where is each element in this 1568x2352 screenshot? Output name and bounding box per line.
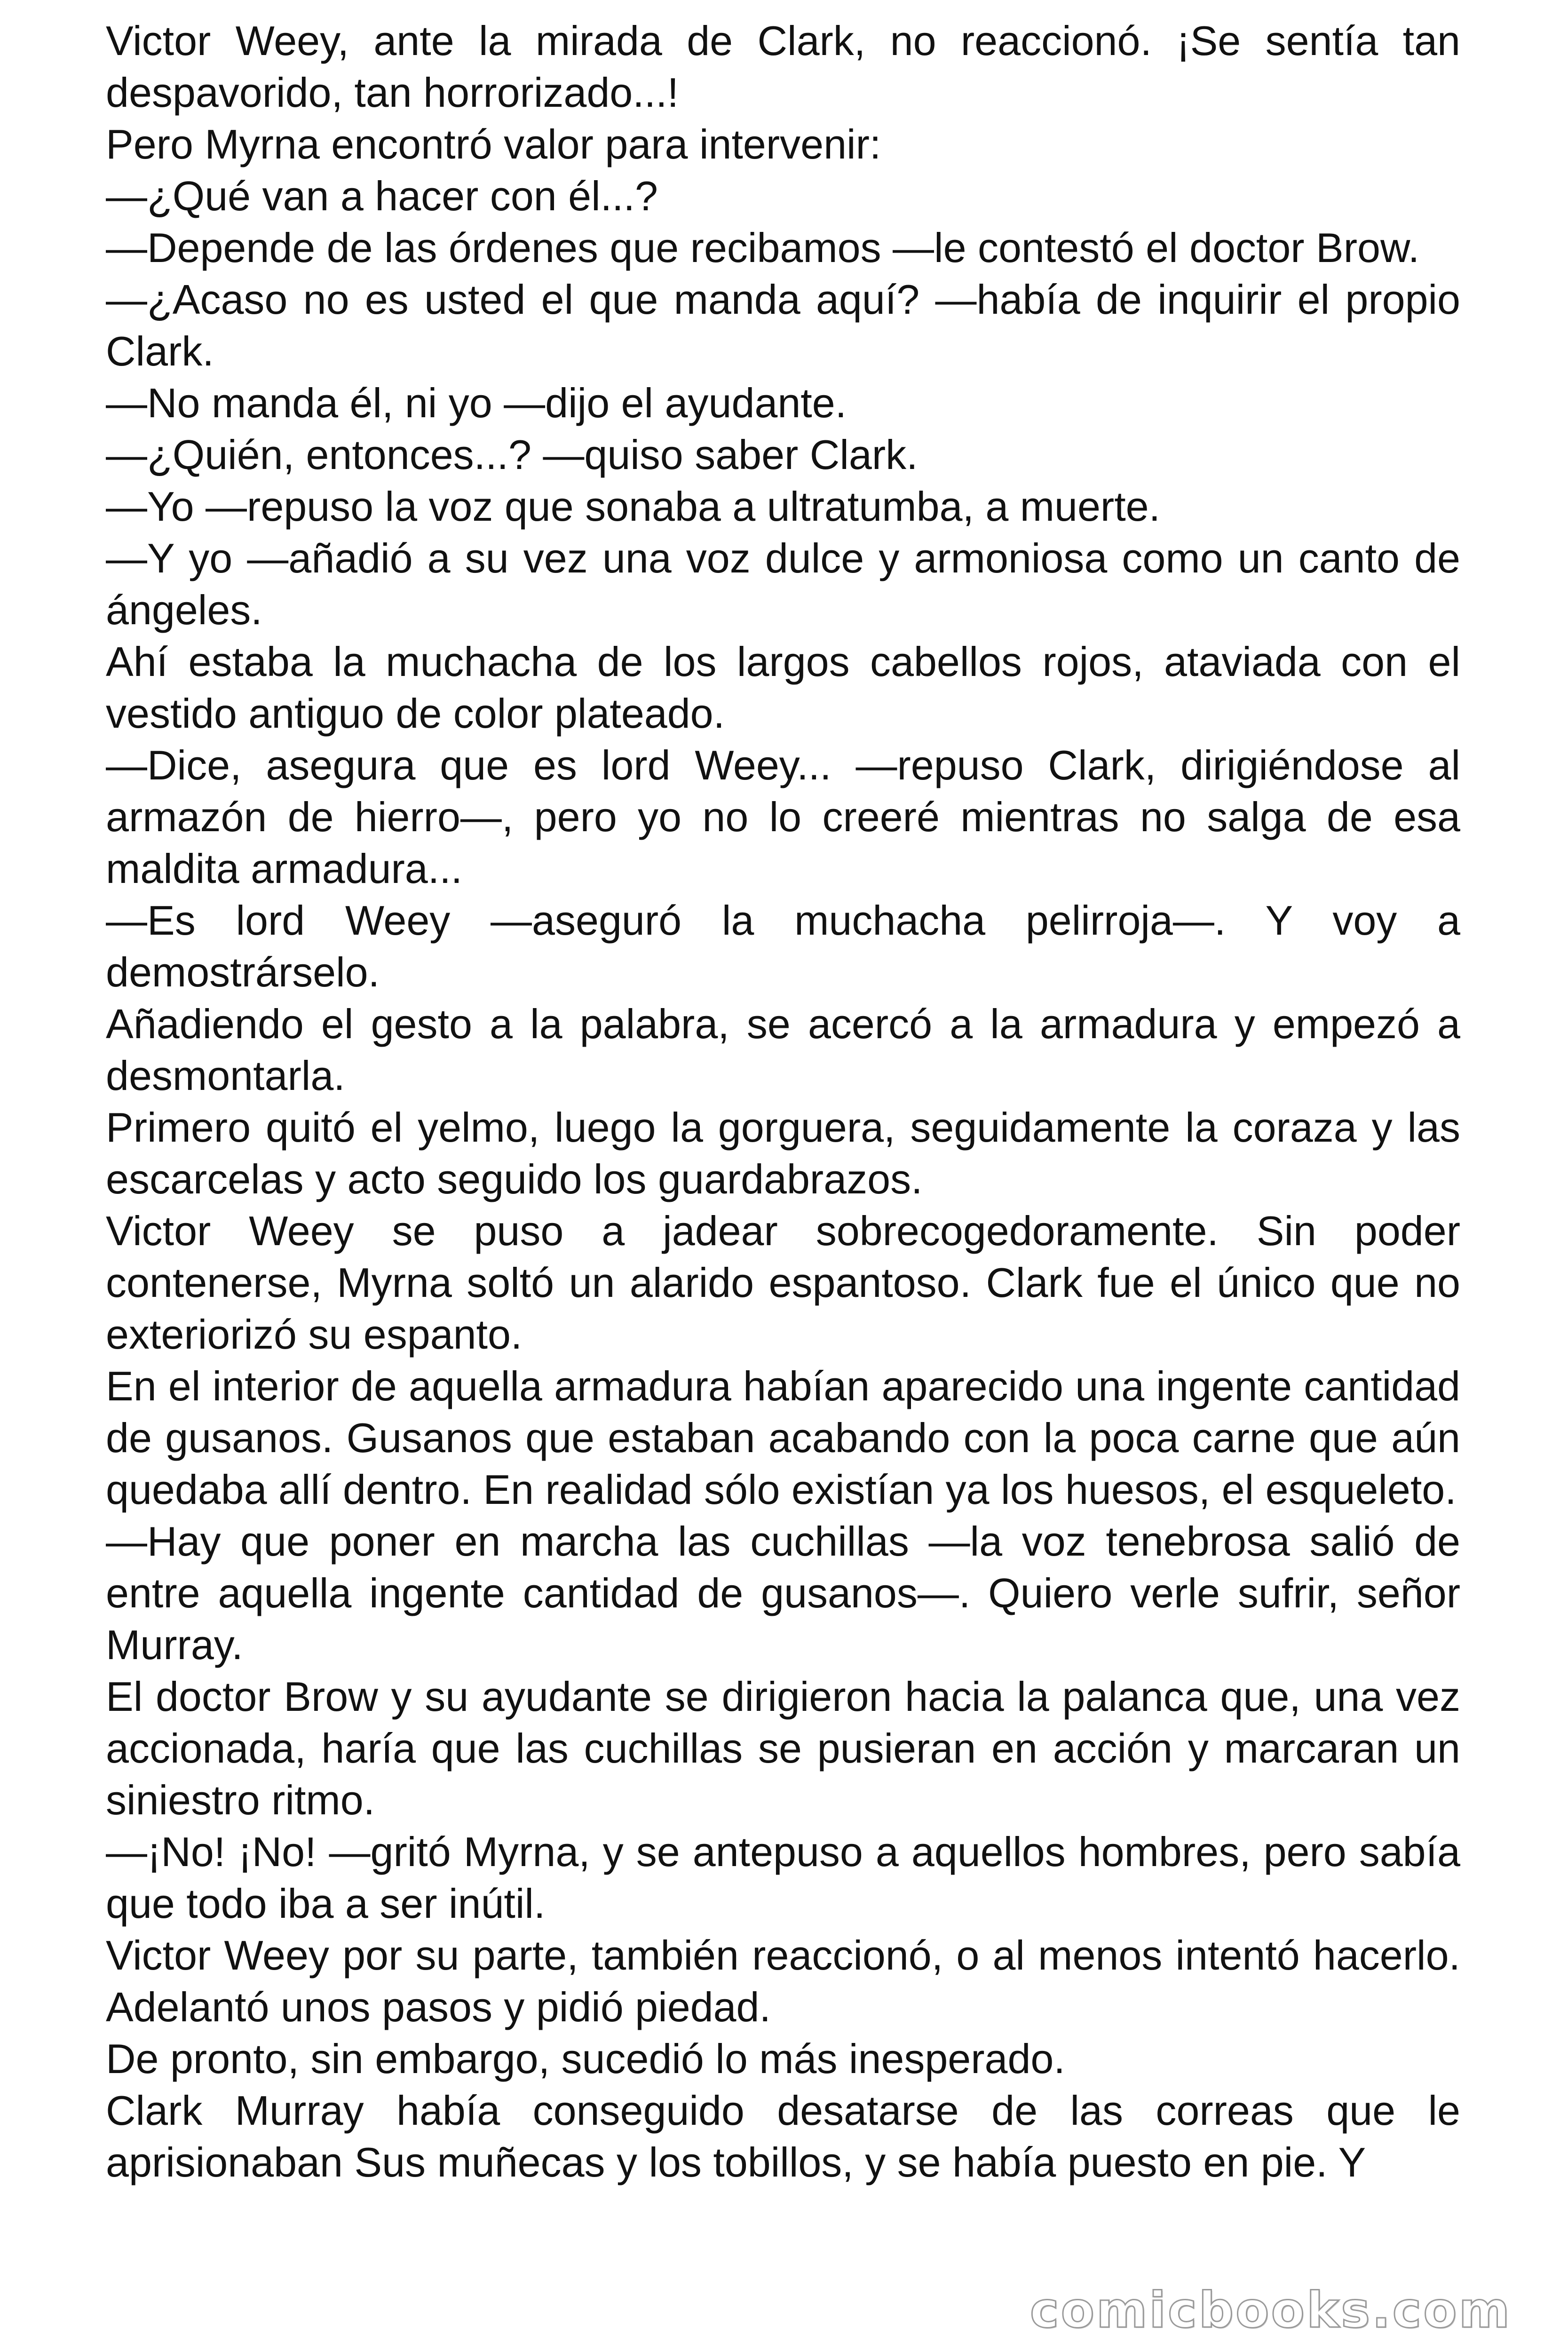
paragraph: Pero Myrna encontró valor para intervenir: xyxy=(106,121,881,167)
paragraph: —¿Quién, entonces...? —quiso saber Clark. xyxy=(106,431,918,478)
paragraph: —No manda él, ni yo —dijo el ayudante. xyxy=(106,380,847,426)
paragraph: —¡No! ¡No! —gritó Myrna, y se antepuso a aquellos hombres, pero sabía que todo iba a ser inútil. xyxy=(106,1828,1460,1927)
paragraph: Ahí estaba la muchacha de los largos cabellos rojos, ataviada con el vestido antiguo de color plateado. xyxy=(106,638,1460,737)
paragraph: Clark Murray había conseguido desatarse de las correas que le aprisionaban Sus muñecas y los tobillos, y se había puesto en pie. Y xyxy=(106,2087,1460,2185)
paragraph: De pronto, sin embargo, sucedió lo más inesperado. xyxy=(106,2035,1065,2082)
paragraph: Victor Weey, ante la mirada de Clark, no reaccionó. ¡Se sentía tan despavorido, tan horrorizado...! xyxy=(106,17,1460,116)
paragraph: Victor Weey por su parte, también reaccionó, o al menos intentó hacerlo. Adelantó unos pasos y pidió piedad. xyxy=(106,1932,1460,2030)
paragraph: —Dice, asegura que es lord Weey... —repuso Clark, dirigiéndose al armazón de hierro—, pero yo no lo creeré mientras no salga de esa maldita armadura... xyxy=(106,742,1460,892)
paragraph: —¿Qué van a hacer con él...? xyxy=(106,173,658,219)
paragraph: Añadiendo el gesto a la palabra, se acercó a la armadura y empezó a desmontarla. xyxy=(106,1001,1460,1099)
paragraph: —Y yo —añadió a su vez una voz dulce y armoniosa como un canto de ángeles. xyxy=(106,535,1460,633)
paragraph: —Es lord Weey —aseguró la muchacha pelirroja—. Y voy a demostrárselo. xyxy=(106,897,1460,995)
paragraph: —Yo —repuso la voz que sonaba a ultratumba, a muerte. xyxy=(106,483,1161,530)
watermark-logo: comicbooks.com xyxy=(1029,2281,1512,2339)
paragraph: El doctor Brow y su ayudante se dirigieron hacia la palanca que, una vez accionada, haría que las cuchillas se pusieran en acción y marcaran un siniestro ritmo. xyxy=(106,1673,1460,1823)
paragraph: Primero quitó el yelmo, luego la gorguera, seguidamente la coraza y las escarcelas y acto seguido los guardabrazos. xyxy=(106,1104,1460,1202)
page-text-body xyxy=(106,15,1460,2188)
paragraph: En el interior de aquella armadura habían aparecido una ingente cantidad de gusanos. Gusanos que estaban acabando con la poca carne que aún quedaba allí dentro. En realidad sólo existían ya los huesos, el esqueleto. xyxy=(106,1363,1460,1513)
paragraph: —¿Acaso no es usted el que manda aquí? —había de inquirir el propio Clark. xyxy=(106,276,1460,374)
paragraph: —Depende de las órdenes que recibamos —le contestó el doctor Brow. xyxy=(106,224,1420,271)
paragraph: Victor Weey se puso a jadear sobrecogedoramente. Sin poder contenerse, Myrna soltó un alarido espantoso. Clark fue el único que no exteriorizó su espanto. xyxy=(106,1208,1460,1358)
paragraph: —Hay que poner en marcha las cuchillas —la voz tenebrosa salió de entre aquella ingente cantidad de gusanos—. Quiero verle sufrir, señor Murray. xyxy=(106,1518,1460,1668)
